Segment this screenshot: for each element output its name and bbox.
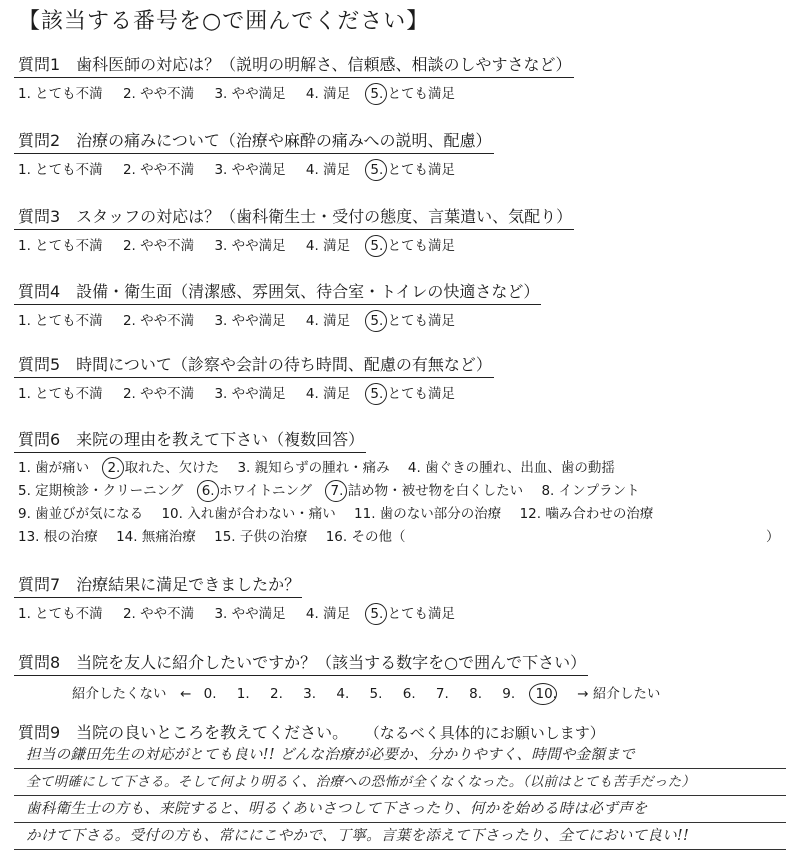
question-5-options bbox=[14, 382, 794, 402]
question-7 bbox=[14, 572, 794, 622]
option-5-label: とても満足 bbox=[387, 162, 456, 178]
scale-2[interactable]: 2. bbox=[269, 686, 283, 702]
question-3 bbox=[14, 204, 794, 254]
reason-3[interactable]: 3. 親知らずの腫れ・痛み bbox=[237, 460, 390, 476]
question-9-note: （なるべく具体的にお願いします） bbox=[372, 724, 605, 742]
option-5-circled[interactable] bbox=[370, 158, 455, 178]
recommend-scale bbox=[14, 682, 794, 702]
answer-line-4: かけて下さる。受付の方も、常ににこやかで、丁寧。言葉を添えて下さったり、全てにおいて良い!! bbox=[14, 823, 786, 850]
question-1 bbox=[14, 52, 794, 102]
question-6-row-1 bbox=[14, 456, 794, 476]
scale-8[interactable]: 8. bbox=[469, 686, 482, 702]
option-5-circled[interactable] bbox=[370, 602, 455, 622]
reason-4[interactable]: 4. 歯ぐきの腫れ、出血、歯の動揺 bbox=[407, 460, 615, 476]
question-3-title: 質問3 スタッフの対応は？（歯科衛生士・受付の態度、言葉遣い、気配り） bbox=[14, 204, 574, 230]
option-5-label: とても満足 bbox=[387, 313, 456, 329]
reason-15[interactable]: 15. 子供の治療 bbox=[214, 529, 308, 545]
question-6-row-4 bbox=[14, 525, 794, 545]
option-4[interactable]: 4. 満足 bbox=[305, 238, 351, 254]
question-2 bbox=[14, 128, 794, 178]
scale-10-circled[interactable]: 10. bbox=[535, 686, 557, 702]
reason-13[interactable]: 13. 根の治療 bbox=[18, 529, 98, 545]
option-5-number: 5. bbox=[370, 606, 384, 622]
option-3[interactable]: 3. やや満足 bbox=[214, 238, 286, 254]
page-header: 【該当する番号を○で囲んでください】 bbox=[18, 9, 430, 34]
option-5-circled[interactable] bbox=[370, 382, 455, 402]
option-5-circled[interactable] bbox=[370, 234, 455, 254]
scale-left-label: 紹介したくない ← bbox=[72, 686, 192, 702]
scale-9[interactable]: 9. bbox=[502, 686, 516, 702]
question-6-row-3 bbox=[14, 502, 794, 522]
option-3[interactable]: 3. やや満足 bbox=[214, 606, 286, 622]
question-4-title: 質問4 設備・衛生面（清潔感、雰囲気、待合室・トイレの快適さなど） bbox=[14, 279, 541, 305]
question-5 bbox=[14, 352, 794, 402]
question-7-title: 質問7 治療結果に満足できましたか？ bbox=[14, 572, 302, 598]
option-5-number: 5. bbox=[370, 386, 384, 402]
question-7-options bbox=[14, 602, 794, 622]
reason-1[interactable]: 1. 歯が痛い bbox=[18, 460, 90, 476]
question-9-title bbox=[14, 720, 794, 743]
option-5-label: とても満足 bbox=[387, 238, 456, 254]
scale-4[interactable]: 4. bbox=[336, 686, 350, 702]
question-4-options bbox=[14, 309, 794, 329]
question-2-options bbox=[14, 158, 794, 178]
reason-2-circled[interactable] bbox=[107, 456, 219, 476]
option-2[interactable]: 2. やや不満 bbox=[122, 606, 195, 622]
free-answer-area[interactable] bbox=[14, 742, 786, 862]
option-5-circled[interactable] bbox=[370, 82, 455, 102]
scale-3[interactable]: 3. bbox=[303, 686, 317, 702]
reason-16-close-paren: ） bbox=[766, 529, 780, 545]
reason-6-circled[interactable] bbox=[202, 479, 312, 499]
option-4[interactable]: 4. 満足 bbox=[305, 162, 351, 178]
option-5-circled[interactable] bbox=[370, 309, 455, 329]
option-1[interactable]: 1. とても不満 bbox=[18, 606, 103, 622]
option-1[interactable]: 1. とても不満 bbox=[18, 238, 103, 254]
option-5-number: 5. bbox=[370, 238, 384, 254]
question-2-title: 質問2 治療の痛みについて（治療や麻酔の痛みへの説明、配慮） bbox=[14, 128, 494, 154]
reason-16-other[interactable]: 16. その他（ bbox=[325, 529, 406, 545]
option-4[interactable]: 4. 満足 bbox=[305, 313, 351, 329]
option-2[interactable]: 2. やや不満 bbox=[122, 238, 195, 254]
question-3-options bbox=[14, 234, 794, 254]
reason-6-number: 6. bbox=[201, 483, 215, 499]
option-4[interactable]: 4. 満足 bbox=[305, 386, 351, 402]
question-6-title: 質問6 来院の理由を教えて下さい（複数回答） bbox=[14, 427, 366, 453]
scale-6[interactable]: 6. bbox=[402, 686, 416, 702]
scale-5[interactable]: 5. bbox=[369, 686, 383, 702]
option-3[interactable]: 3. やや満足 bbox=[214, 386, 286, 402]
reason-2-label: 取れた、欠けた bbox=[124, 460, 220, 476]
scale-0[interactable]: 0. bbox=[203, 686, 217, 702]
option-1[interactable]: 1. とても不満 bbox=[18, 86, 103, 102]
question-1-options bbox=[14, 82, 794, 102]
question-9 bbox=[14, 720, 794, 743]
option-2[interactable]: 2. やや不満 bbox=[122, 313, 195, 329]
question-1-title: 質問1 歯科医師の対応は？（説明の明解さ、信頼感、相談のしやすさなど） bbox=[14, 52, 574, 78]
question-6 bbox=[14, 427, 794, 545]
option-5-number: 5. bbox=[370, 86, 384, 102]
option-2[interactable]: 2. やや不満 bbox=[122, 86, 195, 102]
option-5-number: 5. bbox=[370, 162, 384, 178]
answer-line-2: 全て明確にして下さる。そして何より明るく、治療への恐怖が全くなくなった。（以前はとても苦手だった） bbox=[14, 769, 786, 796]
option-4[interactable]: 4. 満足 bbox=[305, 86, 351, 102]
reason-14[interactable]: 14. 無痛治療 bbox=[116, 529, 196, 545]
reason-7-number: 7. bbox=[330, 483, 344, 499]
reason-8[interactable]: 8. インプラント bbox=[541, 483, 640, 499]
reason-10[interactable]: 10. 入れ歯が合わない・痛い bbox=[161, 506, 336, 522]
reason-11[interactable]: 11. 歯のない部分の治療 bbox=[354, 506, 502, 522]
answer-line-3: 歯科衛生士の方も、来院すると、明るくあいさつして下さったり、何かを始める時は必ず声を bbox=[14, 796, 786, 823]
reason-6-label: ホワイトニング bbox=[218, 483, 313, 499]
option-5-label: とても満足 bbox=[387, 386, 456, 402]
reason-12[interactable]: 12. 噛み合わせの治療 bbox=[519, 506, 654, 522]
scale-right-label: → 紹介したい bbox=[577, 686, 661, 702]
reason-2-number: 2. bbox=[107, 460, 121, 476]
option-1[interactable]: 1. とても不満 bbox=[18, 313, 103, 329]
reason-5[interactable]: 5. 定期検診・クリーニング bbox=[18, 483, 184, 499]
option-2[interactable]: 2. やや不満 bbox=[122, 162, 195, 178]
option-5-number: 5. bbox=[370, 313, 384, 329]
question-4 bbox=[14, 279, 794, 329]
question-9-text: 質問9 当院の良いところを教えてください。 bbox=[18, 723, 349, 742]
option-3[interactable]: 3. やや満足 bbox=[214, 313, 286, 329]
scale-7[interactable]: 7. bbox=[435, 686, 449, 702]
question-8 bbox=[14, 650, 794, 702]
scale-1[interactable]: 1. bbox=[236, 686, 250, 702]
option-2[interactable]: 2. やや不満 bbox=[122, 386, 195, 402]
answer-line-1: 担当の鎌田先生の対応がとても良い!! どんな治療が必要か、分かりやすく、時間や金額まで bbox=[14, 742, 786, 769]
reason-7-circled[interactable] bbox=[330, 479, 523, 499]
reason-7-label: 詰め物・被せ物を白くしたい bbox=[347, 483, 524, 499]
option-3[interactable]: 3. やや満足 bbox=[214, 162, 286, 178]
option-5-label: とても満足 bbox=[387, 86, 456, 102]
question-8-title: 質問8 当院を友人に紹介したいですか？（該当する数字を○で囲んで下さい） bbox=[14, 650, 588, 676]
option-1[interactable]: 1. とても不満 bbox=[18, 162, 103, 178]
reason-9[interactable]: 9. 歯並びが気になる bbox=[18, 506, 144, 522]
question-6-row-2 bbox=[14, 479, 794, 499]
option-1[interactable]: 1. とても不満 bbox=[18, 386, 103, 402]
option-4[interactable]: 4. 満足 bbox=[305, 606, 351, 622]
option-3[interactable]: 3. やや満足 bbox=[214, 86, 286, 102]
question-5-title: 質問5 時間について（診察や会計の待ち時間、配慮の有無など） bbox=[14, 352, 494, 378]
option-5-label: とても満足 bbox=[387, 606, 456, 622]
